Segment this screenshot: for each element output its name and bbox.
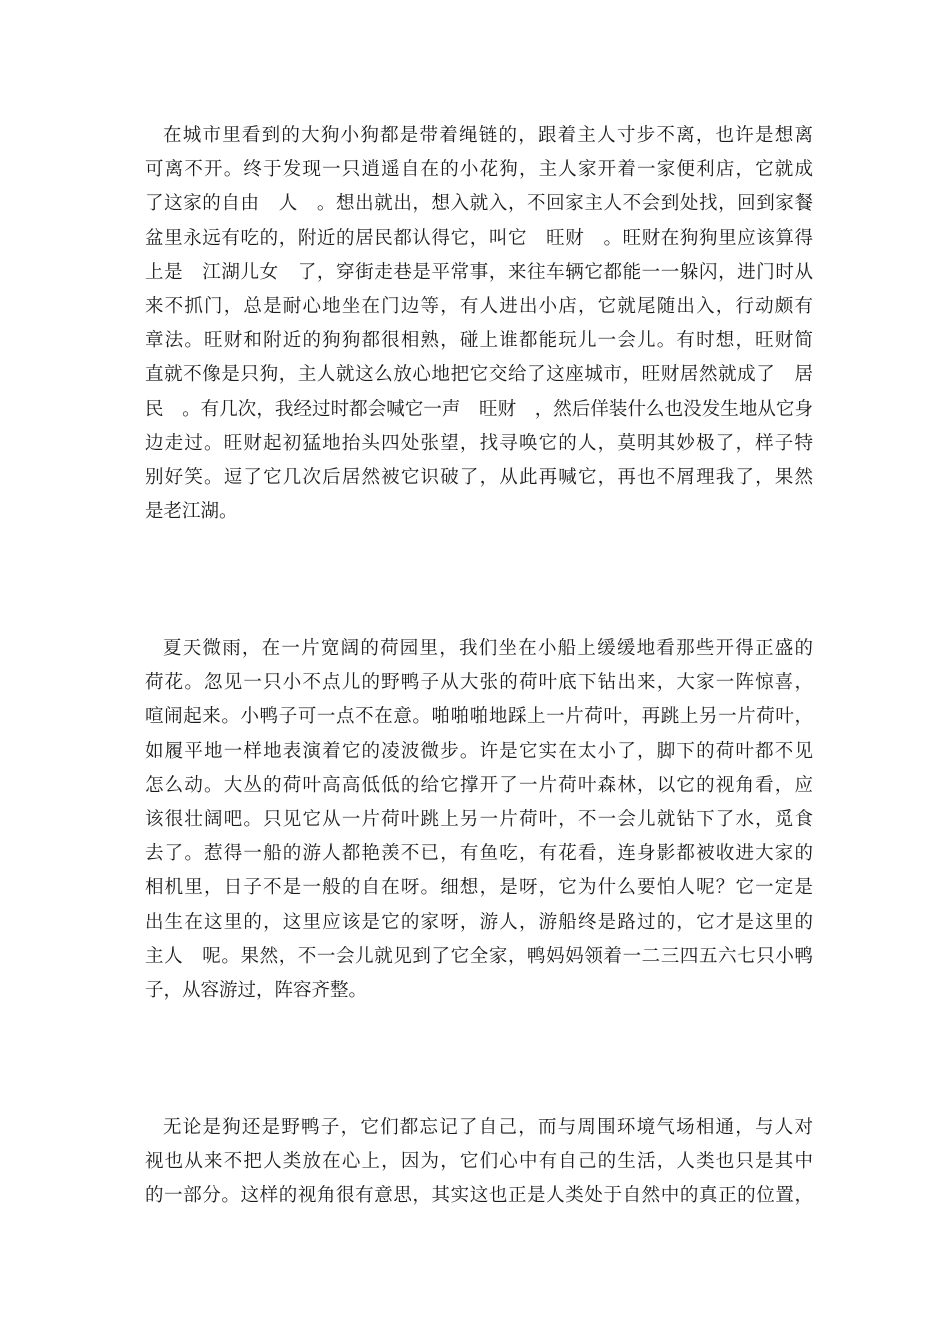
text-line: 喧闹起来。小鸭子可一点不在意。啪啪啪地踩上一片荷叶，再跳上另一片荷叶， (145, 706, 813, 728)
text-line: 无论是狗还是野鸭子，它们都忘记了自己，而与周围环境气场相通，与人对 (163, 1117, 813, 1138)
text-line: 子，从容游过，阵容齐整。 (145, 979, 368, 1001)
text-line: 相机里，日子不是一般的自在呀。细想，是呀，它为什么要怕人呢？它一定是 (145, 877, 813, 899)
text-line: 出生在这里的，这里应该是它的家呀，游人，游船终是路过的，它才是这里的 (145, 911, 813, 933)
text-line: 是老江湖。 (145, 501, 238, 523)
text-line: 来不抓门，总是耐心地坐在门边等，有人进出小店，它就尾随出入，行动颇有 (145, 295, 813, 317)
text-line: 去了。惹得一船的游人都艳羡不已，有鱼吃，有花看，连身影都被收进大家的 (145, 843, 813, 865)
text-line: 如履平地一样地表演着它的凌波微步。许是它实在太小了，脚下的荷叶都不见 (145, 740, 813, 762)
text-line: 上是 江湖儿女 了，穿街走巷是平常事，来往车辆它都能一一躲闪，进门时从 (145, 261, 813, 283)
text-line: 荷花。忽见一只小不点儿的野鸭子从大张的荷叶底下钻出来，大家一阵惊喜， (145, 672, 813, 694)
text-line: 夏天微雨，在一片宽阔的荷园里，我们坐在小船上缓缓地看那些开得正盛的 (163, 638, 813, 659)
text-line: 别好笑。逗了它几次后居然被它识破了，从此再喊它，再也不屑理我了，果然 (145, 466, 813, 488)
text-line: 章法。旺财和附近的狗狗都很相熟，碰上谁都能玩儿一会儿。有时想，旺财简 (145, 330, 813, 352)
paragraph-stray-dog (145, 119, 813, 529)
paragraph-wild-duck (145, 632, 813, 1008)
text-line: 该很壮阔吧。只见它从一片荷叶跳上另一片荷叶，不一会儿就钻下了水，觅食 (145, 808, 813, 830)
text-line: 的一部分。这样的视角很有意思，其实这也正是人类处于自然中的真正的位置， (145, 1185, 813, 1207)
paragraph-conclusion (145, 1111, 813, 1214)
text-line: 了这家的自由 人 。想出就出，想入就入，不回家主人不会到处找，回到家餐 (145, 193, 813, 215)
text-line: 民 。有几次，我经过时都会喊它一声 旺财 ，然后佯装什么也没发生地从它身 (145, 398, 813, 420)
text-line: 主人 呢。果然，不一会儿就见到了它全家，鸭妈妈领着一二三四五六七只小鸭 (145, 945, 813, 967)
text-line: 怎么动。大丛的荷叶高高低低的给它撑开了一片荷叶森林，以它的视角看，应 (145, 774, 813, 796)
text-line: 直就不像是只狗，主人就这么放心地把它交给了这座城市，旺财居然就成了 居 (145, 364, 813, 386)
text-line: 边走过。旺财起初猛地抬头四处张望，找寻唤它的人，莫明其妙极了，样子特 (145, 432, 813, 454)
text-line: 盆里永远有吃的，附近的居民都认得它，叫它 旺财 。旺财在狗狗里应该算得 (145, 227, 813, 249)
text-line: 视也从来不把人类放在心上，因为，它们心中有自己的生活，人类也只是其中 (145, 1151, 813, 1173)
text-line: 可离不开。终于发现一只逍遥自在的小花狗，主人家开着一家便利店，它就成 (145, 159, 813, 181)
text-line: 在城市里看到的大狗小狗都是带着绳链的，跟着主人寸步不离，也许是想离 (163, 125, 813, 146)
